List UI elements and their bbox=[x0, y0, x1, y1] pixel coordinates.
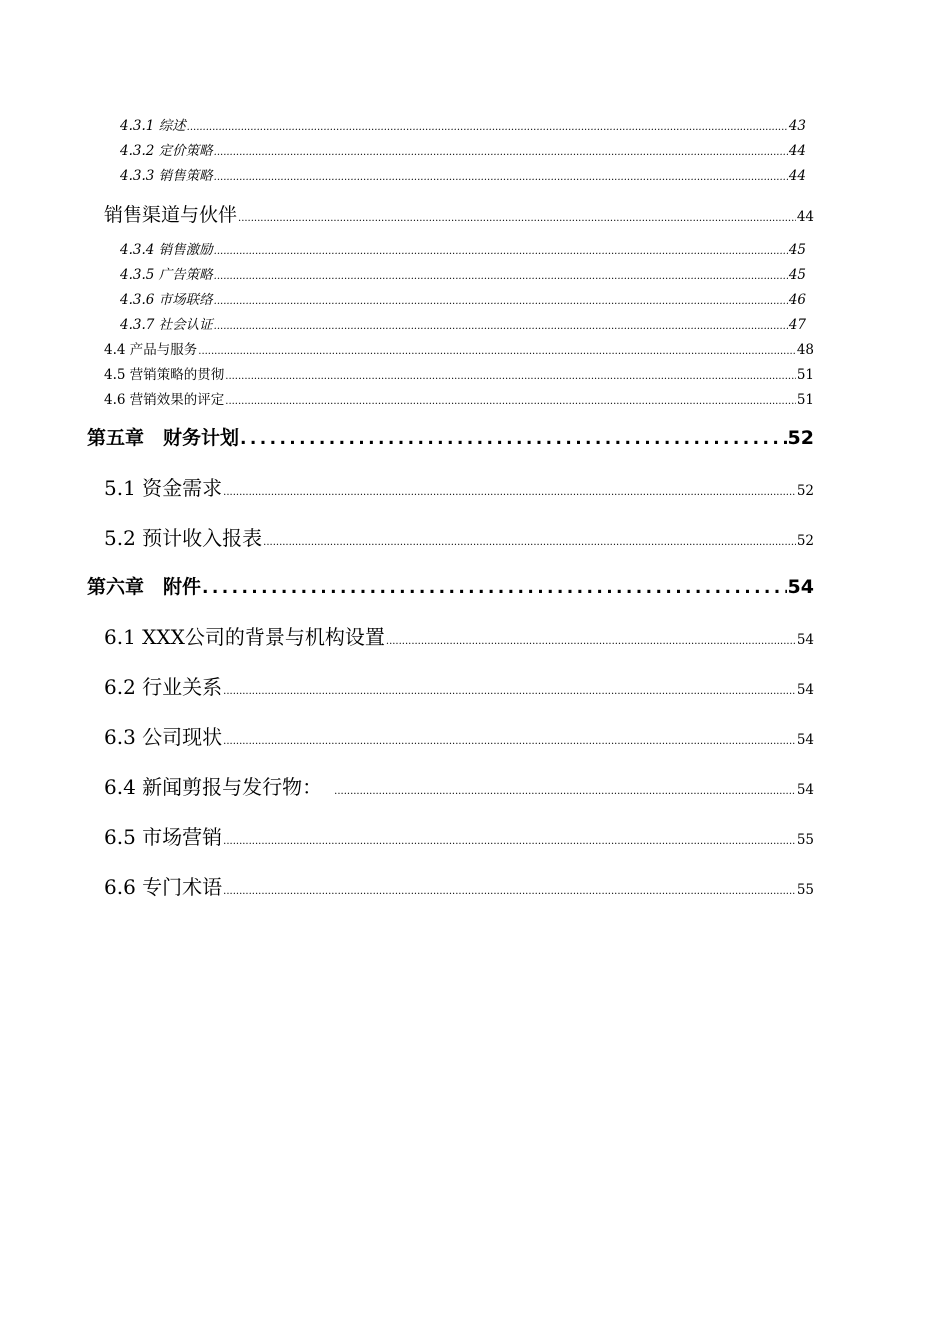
toc-entry-4-5[interactable] bbox=[104, 363, 814, 383]
toc-entry-6-6[interactable] bbox=[104, 871, 814, 900]
toc-dot-leader bbox=[334, 786, 796, 797]
toc-entry-label: 4.5 营销策略的贯彻 bbox=[104, 367, 225, 383]
toc-entry-4-3-3[interactable] bbox=[120, 164, 806, 184]
toc-dot-leader bbox=[223, 686, 796, 697]
toc-entry-label: 5.1 资金需求 bbox=[104, 476, 223, 500]
toc-page-number: 45 bbox=[788, 267, 806, 283]
toc-dot-leader bbox=[225, 371, 796, 382]
toc-page-number: 51 bbox=[796, 367, 814, 383]
toc-page-number: 44 bbox=[788, 143, 806, 159]
toc-entry-4-3-1[interactable] bbox=[120, 114, 806, 134]
toc-entry-label: 4.3.7 社会认证 bbox=[120, 317, 213, 333]
toc-entry-6-3[interactable] bbox=[104, 721, 814, 750]
toc-entry-label: 第六章 附件 bbox=[87, 576, 202, 598]
toc-dot-leader bbox=[263, 537, 796, 548]
toc-entry-4-3-2[interactable] bbox=[120, 139, 806, 159]
toc-entry-label: 4.3.3 销售策略 bbox=[120, 168, 213, 184]
toc-page-number: 46 bbox=[788, 292, 806, 308]
toc-dot-leader bbox=[214, 172, 788, 183]
toc-page-number: 43 bbox=[788, 118, 806, 134]
toc-entry-label: 4.3.1 综述 bbox=[120, 118, 186, 134]
toc-page-number: 52 bbox=[787, 427, 814, 449]
toc-entry-5-2[interactable] bbox=[104, 522, 814, 551]
toc-dot-leader bbox=[214, 246, 788, 257]
toc-page-number: 44 bbox=[796, 209, 814, 225]
toc-page-number: 45 bbox=[788, 242, 806, 258]
toc-entry-label: 4.3.6 市场联络 bbox=[120, 292, 213, 308]
toc-entry-4-3-7[interactable] bbox=[120, 313, 806, 333]
toc-entry-5-1[interactable] bbox=[104, 472, 814, 501]
toc-page-number: 51 bbox=[796, 392, 814, 408]
toc-entry-label: 4.6 营销效果的评定 bbox=[104, 392, 225, 408]
toc-page-number: 54 bbox=[787, 576, 814, 598]
toc-entry-4-3-4[interactable] bbox=[120, 238, 806, 258]
toc-dot-leader bbox=[223, 836, 796, 847]
toc-entry-label: 6.2 行业关系 bbox=[104, 675, 223, 699]
toc-dot-leader bbox=[198, 346, 796, 357]
toc-entry-label: 6.5 市场营销 bbox=[104, 825, 223, 849]
toc-entry-label: 6.3 公司现状 bbox=[104, 725, 223, 749]
toc-dot-leader bbox=[223, 487, 796, 498]
toc-entry-chapter-6[interactable] bbox=[87, 572, 814, 599]
toc-dot-leader bbox=[187, 122, 788, 133]
toc-page-number: 47 bbox=[788, 317, 806, 333]
toc-entry-4-4[interactable] bbox=[104, 338, 814, 358]
toc-entry-label: 4.3.2 定价策略 bbox=[120, 143, 213, 159]
toc-entry-label: 6.6 专门术语 bbox=[104, 875, 223, 899]
toc-entry-4-3-6[interactable] bbox=[120, 288, 806, 308]
toc-page-number: 52 bbox=[796, 533, 814, 549]
toc-page-number: 54 bbox=[796, 682, 814, 698]
toc-dot-leader bbox=[214, 147, 788, 158]
toc-page-number: 52 bbox=[796, 483, 814, 499]
toc-entry-label: 销售渠道与伙伴 bbox=[104, 204, 238, 226]
toc-page-number: 54 bbox=[796, 782, 814, 798]
toc-dot-leader bbox=[386, 636, 796, 647]
toc-page-number: 54 bbox=[796, 632, 814, 648]
toc-dot-leader bbox=[214, 296, 788, 307]
toc-entry-label: 4.3.5 广告策略 bbox=[120, 267, 213, 283]
toc-entry-label: 4.3.4 销售激励 bbox=[120, 242, 213, 258]
toc-page-number: 55 bbox=[796, 882, 814, 898]
toc-entry-4-6[interactable] bbox=[104, 388, 814, 408]
toc-entry-label: 第五章 财务计划 bbox=[87, 427, 240, 449]
toc-dot-leader bbox=[223, 886, 796, 897]
toc-entry-4-3-5[interactable] bbox=[120, 263, 806, 283]
toc-dot-leader bbox=[214, 321, 788, 332]
toc-entry-label: 6.1 XXX公司的背景与机构设置 bbox=[104, 625, 385, 649]
toc-dot-leader bbox=[223, 736, 796, 747]
toc-dot-leader bbox=[238, 213, 796, 224]
toc-entry-label: 6.4 新闻剪报与发行物： bbox=[104, 775, 323, 799]
toc-entry-6-4[interactable] bbox=[104, 771, 814, 800]
toc-page-number: 54 bbox=[796, 732, 814, 748]
toc-page-number: 44 bbox=[788, 168, 806, 184]
toc-entry-6-1[interactable] bbox=[104, 621, 814, 650]
toc-entry-6-5[interactable] bbox=[104, 821, 814, 850]
toc-dot-leader bbox=[214, 271, 788, 282]
toc-dot-leader bbox=[202, 578, 787, 598]
toc-page-number: 48 bbox=[796, 342, 814, 358]
toc-dot-leader bbox=[225, 396, 796, 407]
toc-entry-label: 5.2 预计收入报表 bbox=[104, 526, 263, 550]
toc-entry-sales-channels[interactable] bbox=[104, 200, 814, 227]
toc-entry-label: 4.4 产品与服务 bbox=[104, 342, 198, 358]
toc-page-number: 55 bbox=[796, 832, 814, 848]
toc-entry-chapter-5[interactable] bbox=[87, 423, 814, 450]
toc-dot-leader bbox=[240, 429, 787, 449]
toc-entry-6-2[interactable] bbox=[104, 671, 814, 700]
